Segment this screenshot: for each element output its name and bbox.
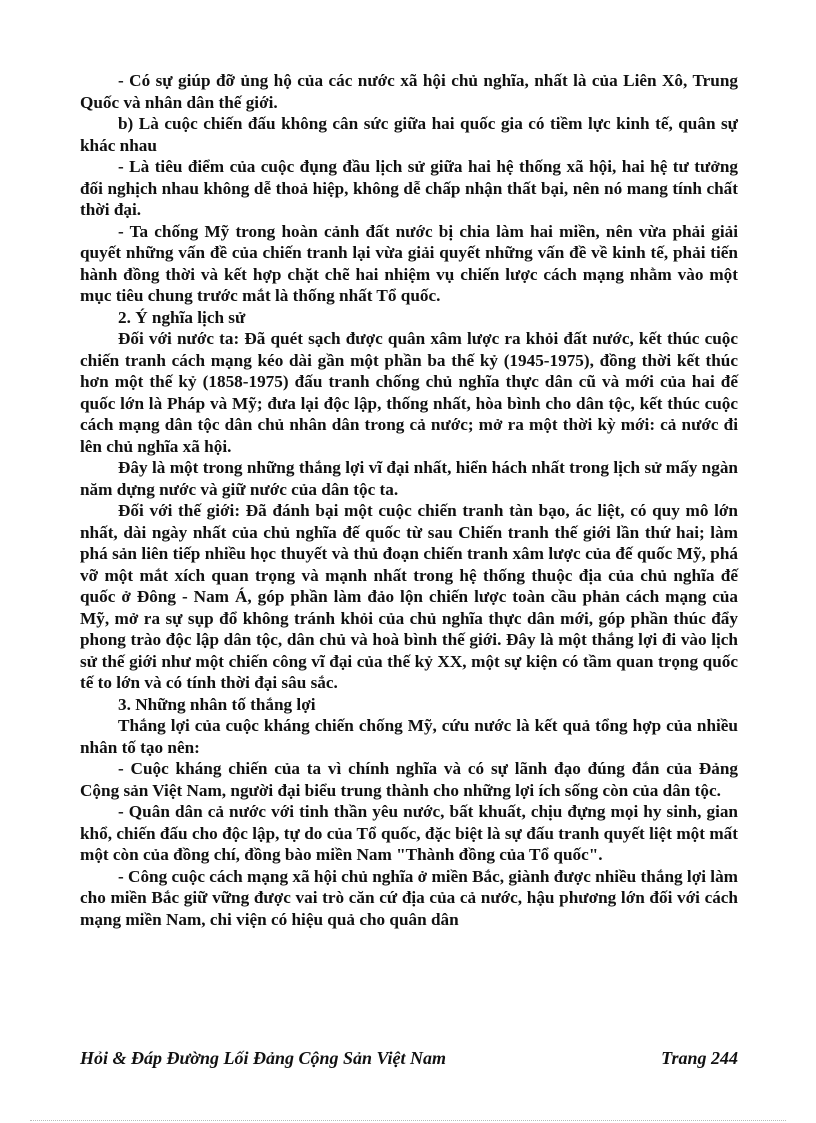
page-body	[80, 70, 738, 930]
footer-page-number: Trang 244	[661, 1048, 738, 1068]
paragraph-victory-intro: Thắng lợi của cuộc kháng chiến chống Mỹ, cứu nước là kết quả tổng hợp của nhiều nhân tố tạo nên:	[80, 716, 738, 757]
page-footer	[80, 1048, 738, 1069]
paragraph-focal-point: - Là tiêu điểm của cuộc đụng đầu lịch sử giữa hai hệ thống xã hội, hai hệ tư tưởng đối nghịch nhau không dễ thoả hiệp, không dễ chấp nhận thất bại, nên nó mang tính chất thời đại.	[80, 157, 738, 219]
paragraph-support: - Có sự giúp đỡ ủng hộ của các nước xã hội chủ nghĩa, nhất là của Liên Xô, Trung Quốc và nhân dân thế giới.	[80, 71, 738, 112]
section-heading-victory-factors: 3. Những nhân tố thắng lợi	[118, 694, 316, 714]
section-heading-historical-meaning: 2. Ý nghĩa lịch sử	[118, 307, 246, 327]
paragraph-for-the-world: Đối với thế giới: Đã đánh bại một cuộc chiến tranh tàn bạo, ác liệt, có quy mô lớn nhất, dài ngày nhất của chủ nghĩa đế quốc từ sau Chiến tranh thế giới lần thứ hai; làm phá sản liên tiếp nhiều học thuyết và thủ đoạn chiến tranh xâm lược của đế quốc Mỹ, phá vỡ một mắt xích quan trọng và mạnh nhất trong hệ thống thuộc địa của chủ nghĩa đế quốc ở Đông - Nam Á, góp phần làm đảo lộn chiến lược toàn cầu phản cách mạng của Mỹ, mở ra sự sụp đổ không tránh khỏi của chủ nghĩa thực dân mới, góp phần thúc đẩy phong trào độc lập dân tộc, dân chủ và hoà bình thế giới. Đây là một thắng lợi đi vào lịch sử thế giới như một chiến công vĩ đại của thế kỷ XX, một sự kiện có tầm quan trọng quốc tế to lớn và có tính thời đại sâu sắc.	[80, 501, 738, 692]
paragraph-greatest-victory: Đây là một trong những thắng lợi vĩ đại nhất, hiển hách nhất trong lịch sử mấy ngàn năm dựng nước và giữ nước của dân tộc ta.	[80, 458, 738, 499]
paragraph-for-our-country: Đối với nước ta: Đã quét sạch được quân xâm lược ra khỏi đất nước, kết thúc cuộc chiến tranh cách mạng kéo dài gần một phần ba thế kỷ (1945-1975), đồng thời kết thúc hơn một thế kỷ (1858-1975) đấu tranh chống chủ nghĩa thực dân cũ và mới của hai đế quốc lớn là Pháp và Mỹ; đưa lại độc lập, thống nhất, hòa bình cho dân tộc, kết thúc cuộc cách mạng dân tộc dân chủ nhân dân trong cả nước; mở ra một thời kỳ mới: cả nước đi lên chủ nghĩa xã hội.	[80, 329, 738, 456]
paragraph-just-cause: - Cuộc kháng chiến của ta vì chính nghĩa và có sự lãnh đạo đúng đắn của Đảng Cộng sản Việt Nam, người đại biểu trung thành cho những lợi ích sống còn của dân tộc.	[80, 759, 738, 800]
page-bottom-divider	[30, 1120, 786, 1121]
paragraph-northern-revolution: - Công cuộc cách mạng xã hội chủ nghĩa ở miền Bắc, giành được nhiều thắng lợi làm cho miền Bắc giữ vững được vai trò căn cứ địa của cả nước, hậu phương lớn đối với cách mạng miền Nam, chi viện có hiệu quả cho quân dân	[80, 866, 738, 929]
paragraph-divided-country: - Ta chống Mỹ trong hoàn cảnh đất nước bị chia làm hai miền, nên vừa phải giải quyết những vấn đề của chiến tranh lại vừa giải quyết những vấn đề về kinh tế, phải tiến hành đồng thời và kết hợp chặt chẽ hai nhiệm vụ chiến lược cách mạng nhằm vào một mục tiêu chung trước mắt là thống nhất Tổ quốc.	[80, 221, 738, 305]
paragraph-b-unequal-war: b) Là cuộc chiến đấu không cân sức giữa hai quốc gia có tiềm lực kinh tế, quân sự khác nhau	[80, 114, 738, 155]
footer-book-title: Hỏi & Đáp Đường Lối Đảng Cộng Sản Việt Nam	[80, 1048, 447, 1068]
paragraph-patriotism: - Quân dân cả nước với tinh thần yêu nước, bất khuất, chịu đựng mọi hy sinh, gian khổ, chiến đấu cho độc lập, tự do của Tổ quốc, đặc biệt là sự đấu tranh quyết liệt một mất một còn của đồng chí, đồng bào miền Nam "Thành đồng của Tổ quốc".	[80, 802, 738, 864]
